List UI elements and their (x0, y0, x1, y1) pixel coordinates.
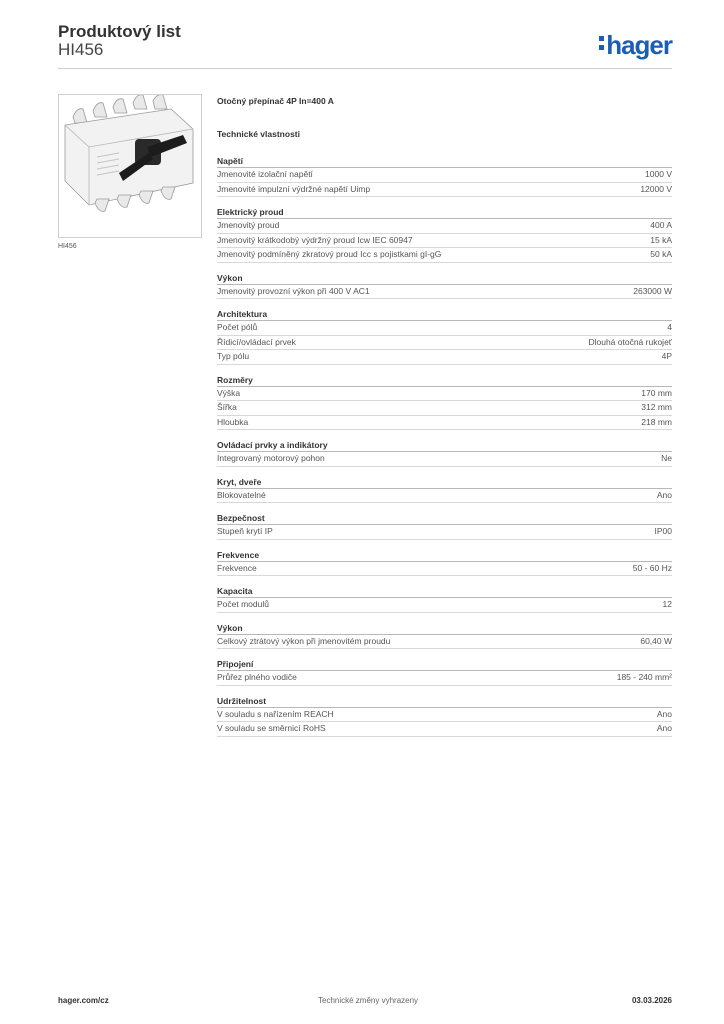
section-title: Rozměry (217, 374, 672, 387)
spec-label: V souladu se směrnicí RoHS (217, 723, 326, 733)
spec-row (217, 562, 672, 577)
section-title: Kryt, dveře (217, 476, 672, 489)
spec-row (217, 387, 672, 402)
spec-value: 4P (661, 351, 672, 361)
spec-label: Počet pólů (217, 322, 258, 332)
spec-label: Šířka (217, 402, 237, 412)
section-title: Připojení (217, 658, 672, 671)
spec-value: 50 - 60 Hz (632, 562, 672, 573)
spec-value: 12 (662, 599, 672, 609)
spec-value: 170 mm (641, 387, 672, 398)
spec-label: Typ pólu (217, 351, 250, 361)
spec-label: Jmenovitý proud (217, 220, 280, 230)
spec-value: IP00 (654, 526, 672, 536)
spec-value: 12000 V (640, 183, 672, 194)
switch-disconnector-icon (59, 95, 201, 237)
spec-row (217, 671, 672, 686)
section-title: Napětí (217, 155, 672, 168)
spec-value: Ano (656, 723, 672, 733)
spec-label: Integrovaný motorový pohon (217, 453, 325, 463)
spec-label: Hloubka (217, 416, 249, 427)
hager-logo (599, 30, 672, 60)
spec-section (217, 585, 672, 613)
product-code: HI456 (58, 40, 104, 59)
spec-row (217, 183, 672, 198)
spec-value: Dlouhá otočná rukojeť (588, 336, 672, 347)
spec-section (217, 658, 672, 686)
spec-row (217, 708, 672, 723)
spec-label: Řídicí/ovládací prvek (217, 336, 296, 347)
spec-label: Počet modulů (217, 599, 269, 609)
spec-row (217, 722, 672, 737)
spec-value: 218 mm (641, 416, 672, 427)
spec-value: 400 A (650, 220, 672, 230)
spec-row (217, 452, 672, 467)
spec-section (217, 549, 672, 577)
footer-date: 03.03.2026 (631, 996, 672, 1005)
footer-website[interactable]: hager.com/cz (58, 996, 109, 1005)
spec-row (217, 219, 672, 234)
spec-row (217, 489, 672, 504)
spec-value: 185 - 240 mm² (616, 672, 672, 682)
spec-section (217, 155, 672, 197)
spec-value: Ano (656, 489, 672, 500)
footer-note: Technické změny vyhrazeny (318, 996, 419, 1005)
spec-row (217, 285, 672, 300)
spec-value: Ano (656, 708, 672, 719)
spec-label: Průřez plného vodiče (217, 672, 297, 682)
header-divider (58, 68, 672, 69)
spec-value: 4 (667, 322, 672, 332)
section-title: Ovládací prvky a indikátory (217, 439, 672, 452)
spec-value: 15 kA (650, 234, 672, 245)
section-title: Frekvence (217, 549, 672, 562)
spec-label: Jmenovitý podmíněný zkratový proud Icc s pojistkami gI-gG (217, 249, 442, 259)
spec-sections (217, 155, 672, 737)
spec-value: 1000 V (645, 169, 672, 179)
spec-section (217, 695, 672, 737)
section-title: Bezpečnost (217, 512, 672, 525)
section-title: Elektrický proud (217, 206, 672, 219)
spec-label: Jmenovitý krátkodobý výdržný proud Icw IEC 60947 (217, 234, 413, 245)
spec-section (217, 476, 672, 504)
section-title: Kapacita (217, 585, 672, 598)
spec-row (217, 350, 672, 365)
section-title: Udržitelnost (217, 695, 672, 708)
spec-value: 60,40 W (640, 635, 672, 646)
image-caption: HI456 (58, 243, 77, 250)
spec-label: V souladu s nařízením REACH (217, 708, 334, 719)
tech-properties-heading: Technické vlastnosti (217, 129, 300, 139)
spec-row (217, 635, 672, 650)
spec-row (217, 598, 672, 613)
spec-value: Ne (661, 453, 672, 463)
spec-label: Jmenovitý provozní výkon při 400 V AC1 (217, 285, 370, 296)
page-header (58, 20, 672, 70)
spec-row (217, 234, 672, 249)
product-image (58, 94, 202, 238)
spec-value: 263000 W (633, 285, 672, 296)
spec-label: Výška (217, 387, 241, 398)
spec-label: Jmenovité izolační napětí (217, 169, 313, 179)
spec-section (217, 512, 672, 540)
section-title: Výkon (217, 622, 672, 635)
section-title: Výkon (217, 272, 672, 285)
product-name: Otočný přepínač 4P In=400 A (217, 96, 334, 106)
spec-value: 50 kA (650, 249, 672, 259)
spec-section (217, 308, 672, 365)
spec-row (217, 321, 672, 336)
spec-section (217, 374, 672, 431)
spec-row (217, 401, 672, 416)
logo-mark-icon (599, 36, 604, 54)
spec-value: 312 mm (641, 402, 672, 412)
spec-row (217, 416, 672, 431)
page-title: Produktový list (58, 22, 181, 41)
spec-section (217, 439, 672, 467)
spec-row (217, 248, 672, 263)
spec-label: Blokovatelné (217, 489, 266, 500)
section-title: Architektura (217, 308, 672, 321)
spec-content (217, 96, 672, 746)
spec-row (217, 525, 672, 540)
spec-label: Celkový ztrátový výkon při jmenovitém proudu (217, 635, 391, 646)
spec-label: Stupeň krytí IP (217, 526, 273, 536)
spec-row (217, 336, 672, 351)
spec-row (217, 168, 672, 183)
spec-section (217, 206, 672, 263)
spec-label: Jmenovité impulzní výdržné napětí Uimp (217, 183, 371, 194)
spec-section (217, 622, 672, 650)
logo-text: hager (606, 30, 672, 60)
spec-section (217, 272, 672, 300)
spec-label: Frekvence (217, 562, 257, 573)
